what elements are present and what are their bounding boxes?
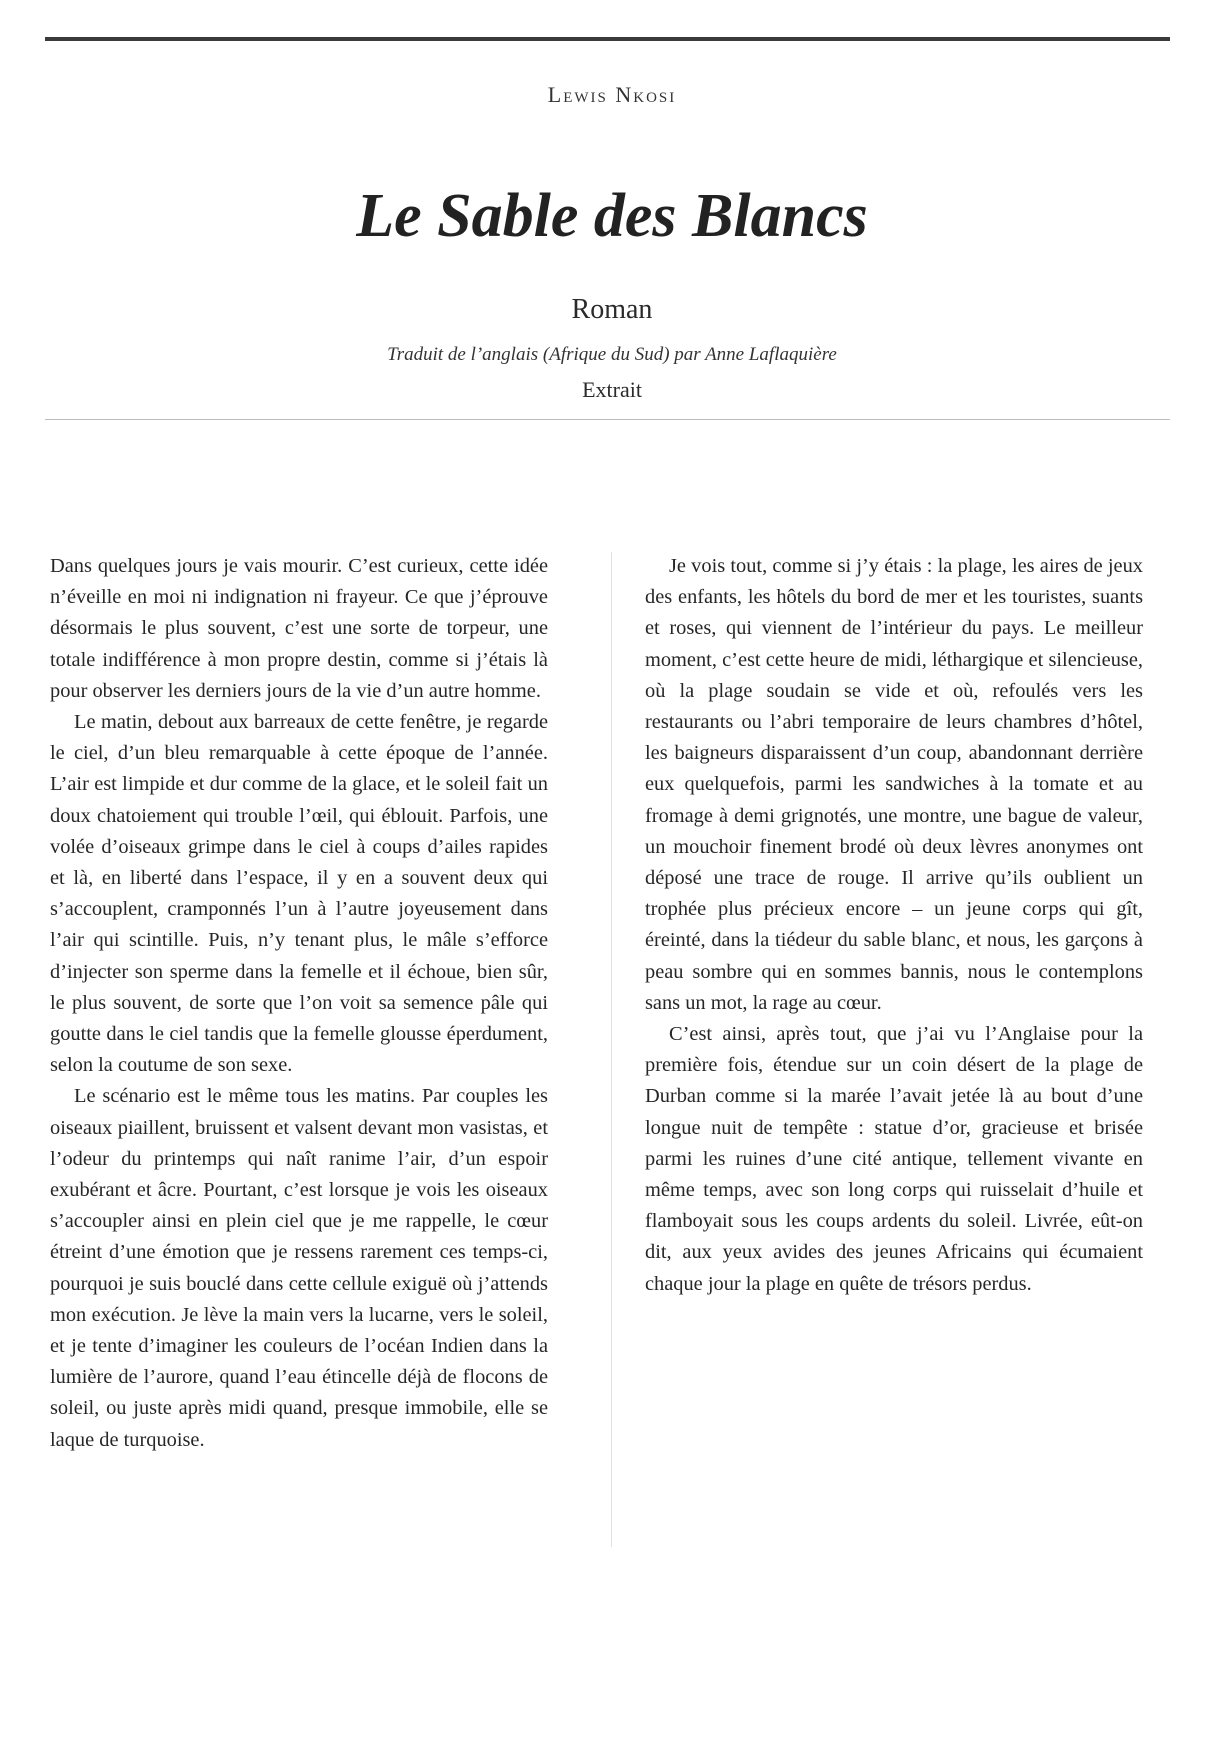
left-column xyxy=(50,551,548,1456)
right-column xyxy=(645,551,1143,1300)
paragraph: Je vois tout, comme si j’y étais : la plage, les aires de jeux des enfants, les hôtels du bord de mer et les touristes, suants et roses, qui viennent de l’intérieur du pays. Le meilleur moment, c’est cette heure de midi, léthargique et silencieuse, où la plage soudain se vide et où, refoulés vers les restaurants ou l’abri temporaire de leurs chambres d’hôtel, les baigneurs disparaissent d’un coup, abandonnant derrière eux quelquefois, parmi les sandwiches à la tomate et au fromage à demi grignotés, une montre, une bague de valeur, un mouchoir finement brodé où deux lèvres anonymes ont déposé une trace de rouge. Il arrive qu’ils oublient un trophée plus précieux encore – un jeune corps qui gît, éreinté, dans la tiédeur du sable blanc, et nous, les garçons à peau sombre qui en sommes bannis, nous le contemplons sans un mot, la rage au cœur. xyxy=(645,555,1143,1014)
paragraph: Le scénario est le même tous les matins. Par couples les oiseaux piaillent, bruissent et valsent devant mon vasistas, et l’odeur du printemps qui naît ranime l’air, d’un espoir exubérant et âcre. Pourtant, c’est lorsque je vois les oiseaux s’accoupler ainsi en plein ciel que je me rappelle, le cœur étreint d’une émotion que je ressens rarement ces temps-ci, pourquoi je suis bouclé dans cette cellule exiguë où j’attends mon exécution. Je lève la main vers la lucarne, vers le soleil, et je tente d’imaginer les couleurs de l’océan Indien dans la lumière de l’aurore, quand l’eau étincelle déjà de flocons de soleil, ou juste après midi quand, presque immobile, elle se laque de turquoise. xyxy=(50,1085,548,1451)
paragraph: Le matin, debout aux barreaux de cette fenêtre, je regarde le ciel, d’un bleu remarquable à cette époque de l’année. L’air est limpide et dur comme de la glace, et le soleil fait un doux chatoiement qui trouble l’œil, qui éblouit. Parfois, une volée d’oiseaux grimpe dans le ciel à coups d’ailes rapides et là, en liberté dans l’espace, il y en a souvent deux qui s’accouplent, cramponnés l’un à l’autre joyeusement dans l’air qui scintille. Puis, n’y tenant plus, le mâle s’efforce d’injecter son sperme dans la femelle et il échoue, bien sûr, le plus souvent, de sorte que l’on voit sa semence pâle qui goutte dans le ciel tandis que la femelle glousse éperdument, selon la coutume de son sexe. xyxy=(50,711,548,1077)
header-divider xyxy=(45,419,1170,420)
genre-label: Roman xyxy=(571,294,653,325)
excerpt-label: Extrait xyxy=(582,377,642,402)
paragraph: Dans quelques jours je vais mourir. C’est curieux, cette idée n’éveille en moi ni indignation ni frayeur. Ce que j’éprouve désormais le plus souvent, c’est une sorte de torpeur, une totale indifférence à mon propre destin, comme si j’étais là pour observer les derniers jours de la vie d’un autre homme. xyxy=(50,555,548,702)
column-divider xyxy=(611,552,612,1547)
author-name: Lewis Nkosi xyxy=(547,82,677,107)
paragraph: C’est ainsi, après tout, que j’ai vu l’Anglaise pour la première fois, étendue sur un coin désert de la plage de Durban comme si la marée l’avait jetée là au bout d’une longue nuit de tempête : statue d’or, gracieuse et brisée parmi les ruines d’une cité antique, tellement vivante en même temps, avec son long corps qui ruisselait d’huile et flamboyait sous les coups ardents du soleil. Livrée, eût-on dit, aux yeux avides des jeunes Africains qui écumaient chaque jour la plage en quête de trésors perdus. xyxy=(645,1023,1143,1295)
translation-credit: Traduit de l’anglais (Afrique du Sud) par Anne Laflaquière xyxy=(387,344,837,365)
top-rule xyxy=(45,37,1170,41)
book-title: Le Sable des Blancs xyxy=(356,182,868,250)
